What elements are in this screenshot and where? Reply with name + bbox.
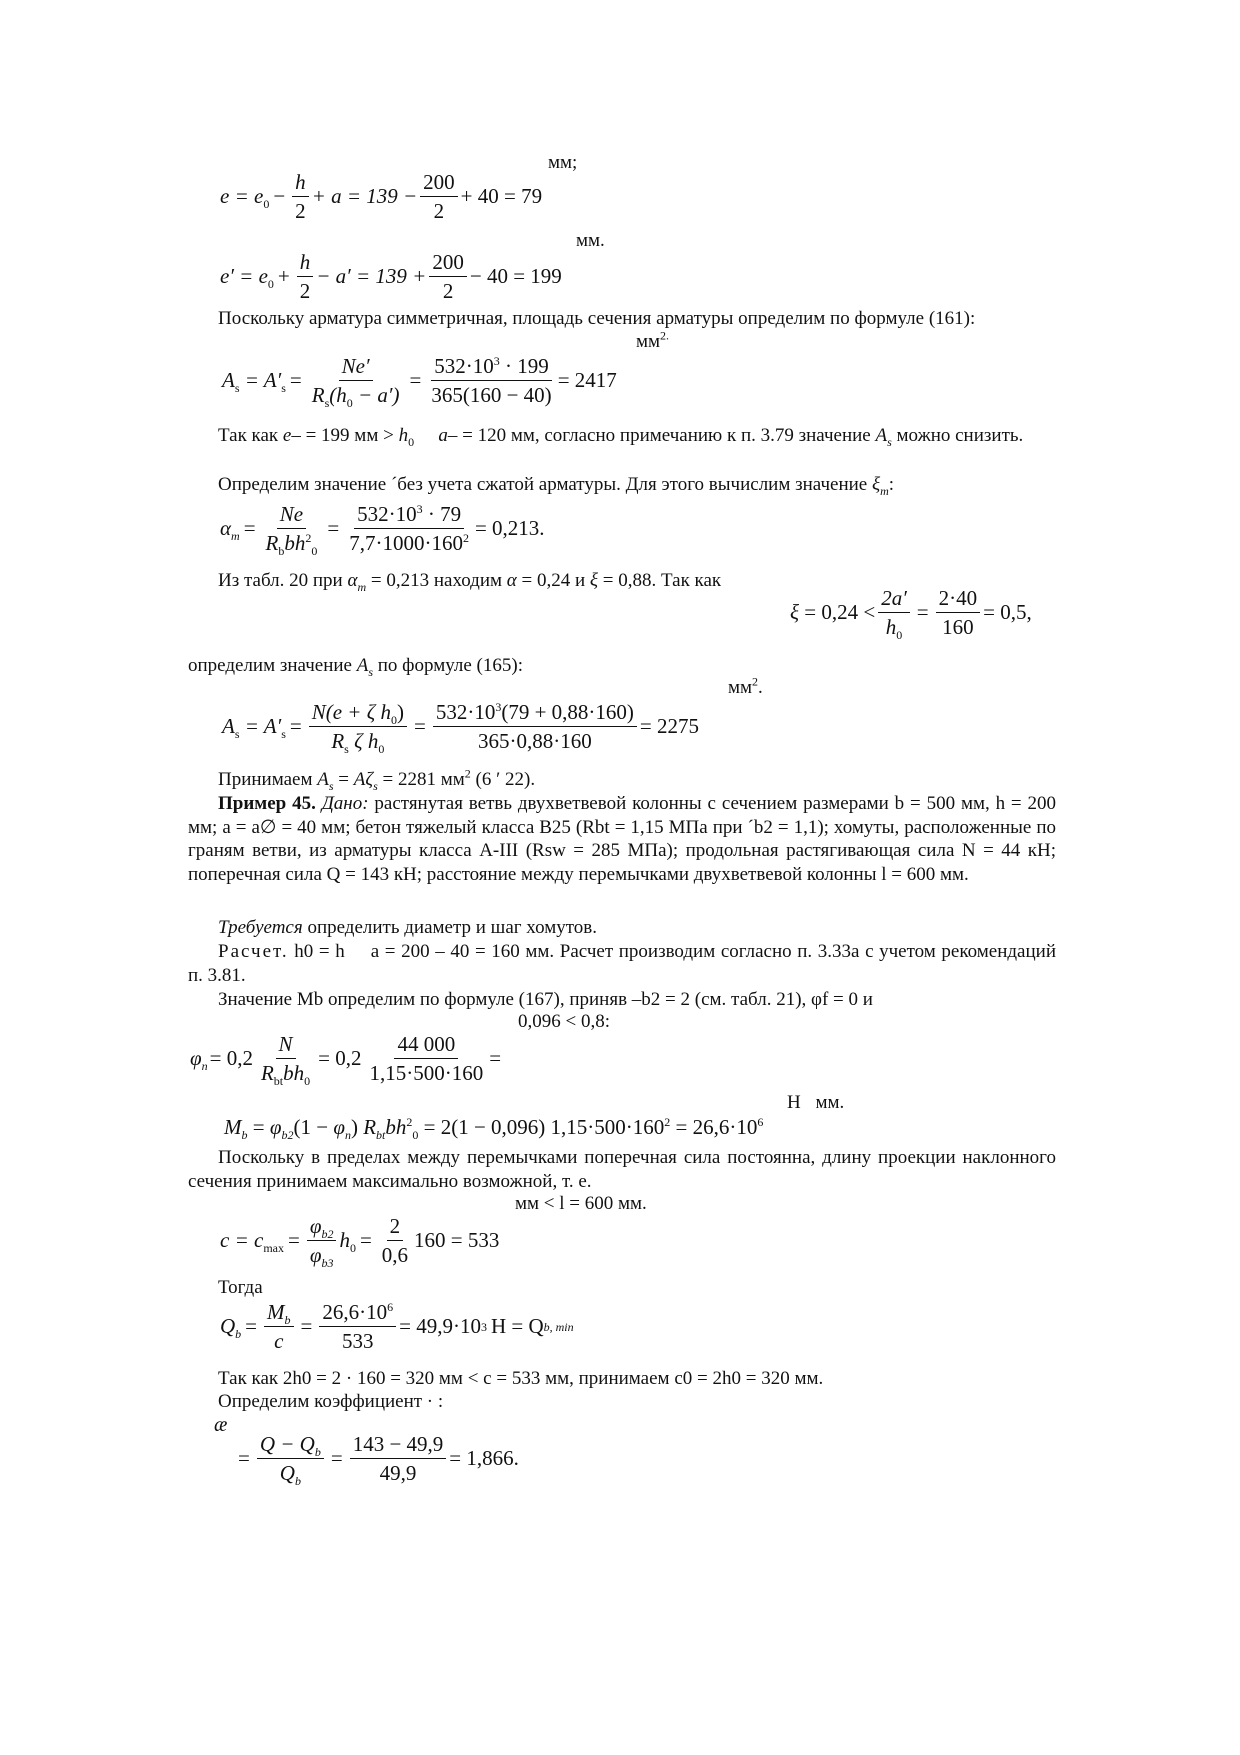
equation-phi-n: $\varphi_n$ = 0,2 N $R_{bt}bh_0$ = 0,2 $\frac{44 000}{1,15\cdot 500\cdot 160}$ = [190,1032,502,1089]
unit-label: мм < l = 600 мм. [515,1193,647,1214]
kappa-symbol: æ [214,1414,228,1436]
paragraph: Поскольку арматура симметричная, площадь сечения арматуры определим по формуле (161): [218,308,976,329]
paragraph: Так как 2h0 = 2 · 160 = 320 мм < c = 533 мм, принимаем c0 = 2h0 = 320 мм. [218,1368,824,1389]
unit-label: $мм^{2.}$ [636,328,670,352]
equation-xi: ξ = 0,24 < $\frac{2a'}{h_0}$ = $\frac{2\cdot 40}{160}$ = 0,5, [790,586,1032,643]
equation-e-prime: $e' = e_0$ + $\frac{h}{2}$ − a′ = 139 + $\frac{200}{2}$ − 40 = 199 [220,250,562,303]
equation-c: $c = c_{max}$ = $\frac{\varphi_{b2}}{\varphi_{b3}}$ $h_0$ = $\frac{2}{0,6}$ 160 = 533 [220,1214,500,1271]
paragraph: Определим коэффициент · : [218,1391,444,1412]
equation-e: $e = e_0$ − $\frac{h}{2}$ + a = 139 − $\frac{200}{2}$ + 40 = 79 [220,170,543,223]
unit-label: мм; [548,152,578,173]
equation-as-2: $A_s = A'_s$ = $\frac{N(e + \zeta h_0)}{R_s \zeta h_0}$ = $\frac{532\cdot 10^3(79 + 0,88\cdot 160)}{365\cdot 0,88\cdot 160}$ = 2275 [222,700,699,757]
unit-label: Н мм. [787,1092,845,1113]
paragraph: Тогда [218,1277,263,1298]
paragraph: Требуется определить диаметр и шаг хомутов. [218,917,598,938]
paragraph: Принимаем $A_s = A\zeta_s = 2281$ $мм^2$ (6 ′ 22). [218,766,536,793]
paragraph: Из табл. 20 при $\alpha_m = 0,213$ находим α = 0,24 и ξ = 0,88. Так как [218,570,722,594]
equation-alpha-m: $\alpha_m$ = Ne $R_bbh^2_0$ = $\frac{532\cdot 10^3 \cdot 79}{7,7\cdot 1000\cdot 160^2}$ = 0,213. [220,502,545,559]
paragraph: определим значение $A_s$ по формуле (165): [188,655,523,679]
paragraph: Значение Mb определим по формуле (167), приняв –b2 = 2 (см. табл. 21), φf = 0 и [218,989,873,1010]
equation-kappa: = $\frac{Q - Q_b}{Q_b}$ = $\frac{143 - 49,9}{49,9}$ = 1,866. [238,1432,519,1489]
paragraph: Расчет. h0 = h   a = 200 – 40 = 160 мм. Расчет производим согласно п. 3.33а с учетом рекомендаций п. 3.81. [188,941,1056,986]
paragraph-example-45: Пример 45. Дано: растянутая ветвь двухветвевой колонны с сечением размерами b = 500 мм, h = 200 мм; a = a∅ = 40 мм; бетон тяжелый класса В25 (Rbt = 1,15 МПа при ´b2 = 1,1); хомуты, расположенные по граням ветви, из арматуры класса А-III (Rsw = 285 МПа); продольная растягивающая сила N = 44 кН; поперечная сила Q = 143 кН; расстояние между перемычками двухветвевой колонны l = 600 мм. [188,793,1056,885]
paragraph: Так как e– = 199 мм > $h_0$   a– = 120 мм, согласно примечанию к п. 3.79 значение $A_s$ можно снизить. [218,425,1024,449]
paragraph: Определим значение ´без учета сжатой арматуры. Для этого вычислим значение $\xi_m$: [218,474,895,498]
paragraph: Поскольку в пределах между перемычками поперечная сила постоянна, длину проекции наклонного сечения принимаем максимально возможной, т. е. [188,1147,1056,1192]
unit-label: 0,096 < 0,8: [518,1011,610,1032]
equation-mb: $M_b = \varphi_{b2}(1 - \varphi_n) R_{bt}bh^2_0 = 2(1 - 0,096) 1,15\cdot 500\cdot 160^2 = 26,6\cdot 10^6$ [224,1114,764,1142]
unit-label: $мм^2$. [728,674,763,698]
unit-label: мм. [576,230,605,251]
equation-as-1: $A_s = A'_s$ = $\frac{Ne'}{R_s(h_0 - a')}$ = $\frac{532\cdot 10^3 \cdot 199}{365(160 - 40)}$ = 2417 [222,354,617,411]
equation-qb: $Q_b$ = $\frac{M_b}{c}$ = $\frac{26,6\cdot 10^6}{533}$ = 49,9·10 3 Н = Q b, min [220,1300,574,1353]
